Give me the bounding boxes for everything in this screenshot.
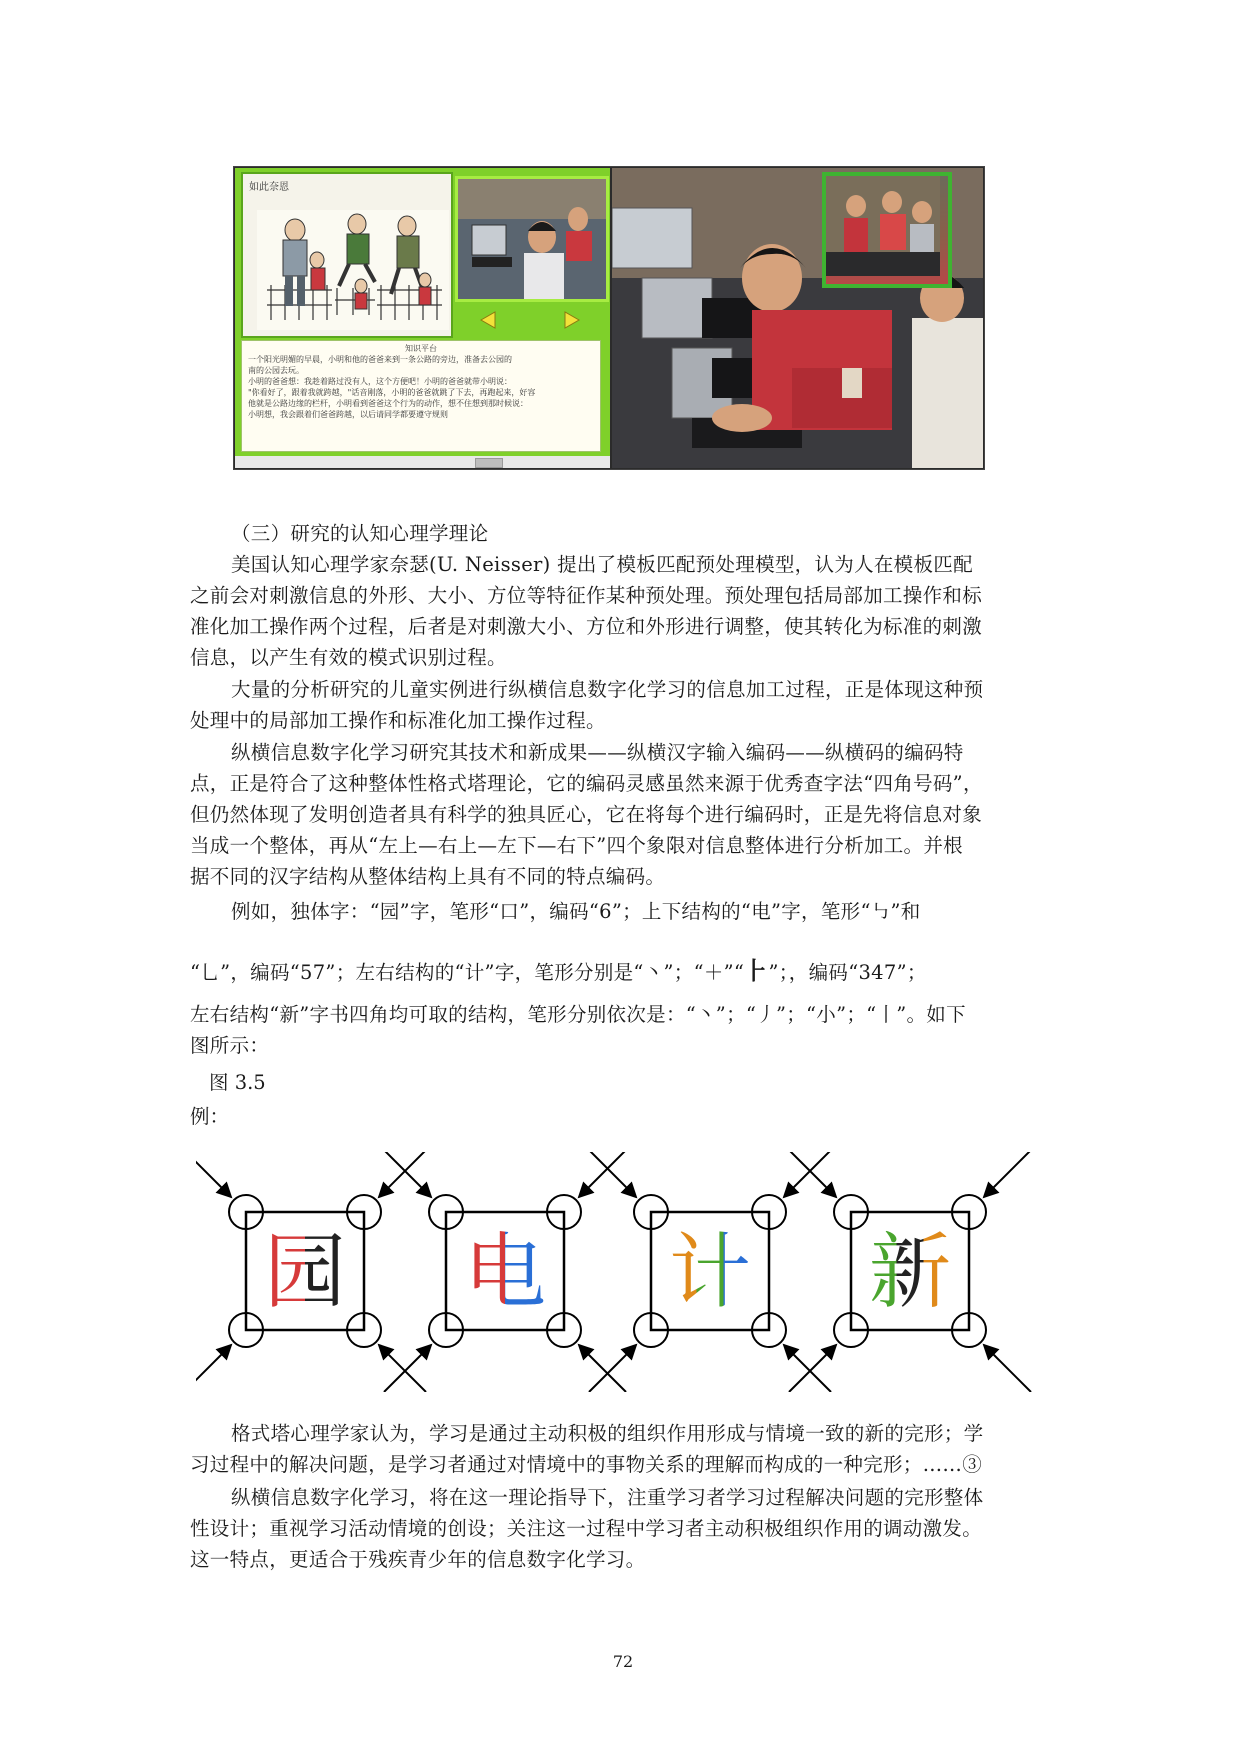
text-line: 这一特点，更适合于残疾青少年的信息数字化学习。 bbox=[190, 1548, 646, 1571]
text-line: 例如，独体字：“园”字，笔形“口”，编码“6”；上下结构的“电”字，笔形“㇉”和 bbox=[231, 900, 921, 923]
cartoon-title: 如此奈恩 bbox=[249, 182, 289, 193]
text-line: 处理中的局部加工操作和标准化加工操作过程。 bbox=[190, 709, 606, 732]
corner-arrow bbox=[384, 1345, 431, 1392]
learning-software-screenshot bbox=[235, 168, 610, 468]
character-box bbox=[789, 1152, 1031, 1392]
figure-character: 计 bbox=[668, 1225, 752, 1320]
stroke-glyph: ⺊ bbox=[744, 956, 769, 985]
status-bar bbox=[235, 456, 610, 468]
textbox-line: 小明的爸爸想：我趁着路过没有人，这个方便吧！小明的爸爸就带小明说： bbox=[248, 377, 512, 386]
figure-character: 园 bbox=[263, 1225, 347, 1320]
text-segment: ”；，编码“347”； bbox=[768, 961, 927, 984]
cartoon-panel bbox=[241, 172, 453, 338]
figure-photo-collage bbox=[233, 166, 985, 470]
paragraph-2 bbox=[190, 674, 1070, 736]
text-line: 图所示： bbox=[190, 1034, 270, 1057]
character-box bbox=[384, 1152, 626, 1392]
text-line: 信息，以产生有效的模式识别过程。 bbox=[190, 646, 507, 669]
classroom-photo bbox=[612, 168, 983, 468]
text-line: 格式塔心理学家认为，学习是通过主动积极的组织作用形成与情境一致的新的完形；学 bbox=[231, 1422, 984, 1445]
paragraph-3 bbox=[190, 737, 1070, 892]
corner-arrow bbox=[784, 1152, 831, 1197]
figure-caption: 图 3.5 bbox=[209, 1071, 266, 1094]
textbox-line: 他就是公路边缘的栏杆，小明看到爸爸这个行为的动作，想不住想到那时候说： bbox=[248, 399, 528, 408]
text-line: 纵横信息数字化学习，将在这一理论指导下，注重学习者学习过程解决问题的完形整体 bbox=[231, 1486, 984, 1509]
text-line: 习过程中的解决问题，是学习者通过对情境中的事物关系的理解而构成的一种完形；……③ bbox=[190, 1453, 983, 1476]
corner-arrow bbox=[589, 1345, 636, 1392]
corner-arrow bbox=[384, 1152, 431, 1197]
corner-arrow bbox=[579, 1345, 626, 1392]
text-line: 性设计；重视学习活动情境的创设；关注这一过程中学习者主动积极组织作用的调动激发。 bbox=[190, 1517, 983, 1540]
paragraph-6 bbox=[190, 1482, 1070, 1575]
classroom-inset-photo bbox=[822, 172, 952, 288]
text-line: 左右结构“新”字书四角均可取的结构，笔形分别依次是：“丶”；“丿”；“小”；“丨”。如下 bbox=[190, 1003, 966, 1026]
corner-arrow bbox=[789, 1152, 836, 1197]
page-number: 72 bbox=[612, 1652, 634, 1671]
character-box bbox=[196, 1152, 426, 1392]
corner-arrow bbox=[196, 1345, 231, 1392]
figure-character: 新 bbox=[868, 1225, 952, 1320]
cartoon-illustration bbox=[257, 190, 449, 330]
corner-arrow bbox=[589, 1152, 636, 1197]
text-line: 之前会对刺激信息的外形、大小、方位等特征作某种预处理。预处理包括局部加工操作和标 bbox=[190, 584, 983, 607]
four-corner-figure bbox=[196, 1152, 1066, 1392]
corner-arrow bbox=[984, 1345, 1031, 1392]
corner-arrow bbox=[379, 1152, 426, 1197]
text-line-with-glyph bbox=[190, 955, 1070, 988]
nav-arrows bbox=[475, 308, 585, 332]
text-line: 当成一个整体，再从“左上—右上—左下—右下”四个象限对信息整体进行分析加工。并根 bbox=[190, 834, 963, 857]
textbox-title: 知识平台 bbox=[405, 344, 437, 353]
textbox-line: 南的公园去玩。 bbox=[248, 366, 304, 375]
textbox-line: 一个阳光明媚的早晨，小明和他的爸爸来到一条公路的旁边，准备去公园的 bbox=[248, 355, 512, 364]
corner-arrow bbox=[379, 1345, 426, 1392]
video-inset bbox=[455, 176, 609, 302]
text-segment: “乚”，编码“57”；左右结构的“计”字，笔形分别是“丶”；“＋”“ bbox=[190, 961, 745, 984]
textbox-line: "你看好了，跟着我就跨越，"话音刚落，小明的爸爸就跳了下去，再跑起来，好容 bbox=[248, 388, 536, 397]
paragraph-5 bbox=[190, 1418, 1070, 1480]
figure-character: 电 bbox=[463, 1225, 547, 1320]
character-box bbox=[589, 1152, 831, 1392]
corner-arrow bbox=[196, 1152, 231, 1197]
video-frame-image bbox=[458, 179, 606, 299]
text-line: 美国认知心理学家奈瑟(U. Neisser) 提出了模板匹配预处理模型，认为人在模板匹配 bbox=[231, 553, 973, 576]
story-textbox bbox=[241, 340, 601, 452]
inset-scene bbox=[826, 176, 940, 276]
text-line: 但仍然体现了发明创造者具有科学的独具匠心，它在将每个进行编码时，正是先将信息对象 bbox=[190, 803, 983, 826]
section-heading: （三）研究的认知心理学理论 bbox=[231, 522, 489, 545]
figure-example-label: 例： bbox=[190, 1105, 230, 1128]
paragraph-4-tail bbox=[190, 999, 1070, 1061]
paragraph-1 bbox=[190, 549, 1070, 673]
text-line: 纵横信息数字化学习研究其技术和新成果——纵横汉字输入编码——纵横码的编码特 bbox=[231, 741, 964, 764]
corner-arrow bbox=[984, 1152, 1031, 1197]
corner-arrow bbox=[784, 1345, 831, 1392]
corner-arrow bbox=[579, 1152, 626, 1197]
text-line: 点，正是符合了这种整体性格式塔理论，它的编码灵感虽然来源于优秀查字法“四角号码”， bbox=[190, 772, 983, 795]
corner-arrow bbox=[789, 1345, 836, 1392]
text-line: 大量的分析研究的儿童实例进行纵横信息数字化学习的信息加工过程，正是体现这种预 bbox=[231, 678, 984, 701]
text-line: 准化加工操作两个过程，后者是对刺激大小、方位和外形进行调整，使其转化为标准的刺激 bbox=[190, 615, 983, 638]
textbox-line: 小明想，我会跟着们爸爸跨越，以后请同学都要遵守规则 bbox=[248, 410, 448, 419]
text-line: 据不同的汉字结构从整体结构上具有不同的特点编码。 bbox=[190, 865, 666, 888]
scrollbar-thumb[interactable] bbox=[475, 458, 503, 468]
